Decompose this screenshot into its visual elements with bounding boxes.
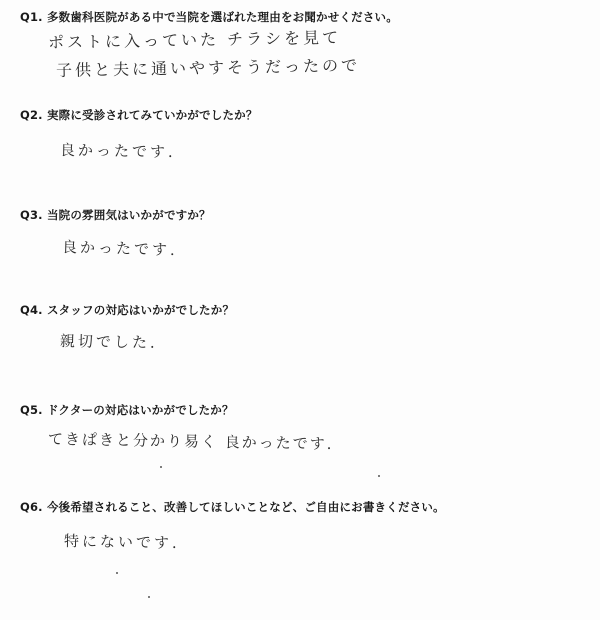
question-2: Q2. 実際に受診されてみていかがでしたか？ [20, 108, 258, 122]
question-5: Q5. ドクターの対応はいかがでしたか？ [20, 403, 234, 417]
question-1: Q1. 多数歯科医院がある中で当院を選ばれた理由をお聞かせください。 [20, 10, 398, 24]
scan-speck [116, 572, 118, 574]
answer-1-line-2: 子供と夫に通いやすそうだったので [55, 55, 361, 80]
question-6: Q6. 今後希望されること、改善してほしいことなど、ご自由にお書きください。 [20, 500, 445, 514]
scan-speck [378, 475, 380, 477]
answer-2: 良かったです. [59, 141, 176, 162]
answer-5: てきぱきと分かり易く 良かったです. [47, 430, 334, 453]
answer-4: 親切でした. [59, 332, 158, 352]
answer-3: 良かったです. [61, 238, 178, 260]
answer-6: 特にないです. [63, 532, 180, 553]
answer-1-line-1: ポストに入っていた チラシを見て [47, 27, 342, 52]
question-3: Q3. 当院の雰囲気はいかがですか？ [20, 208, 211, 222]
scan-speck [160, 466, 162, 468]
scan-speck [148, 596, 150, 598]
question-4: Q4. スタッフの対応はいかがでしたか？ [20, 303, 235, 317]
